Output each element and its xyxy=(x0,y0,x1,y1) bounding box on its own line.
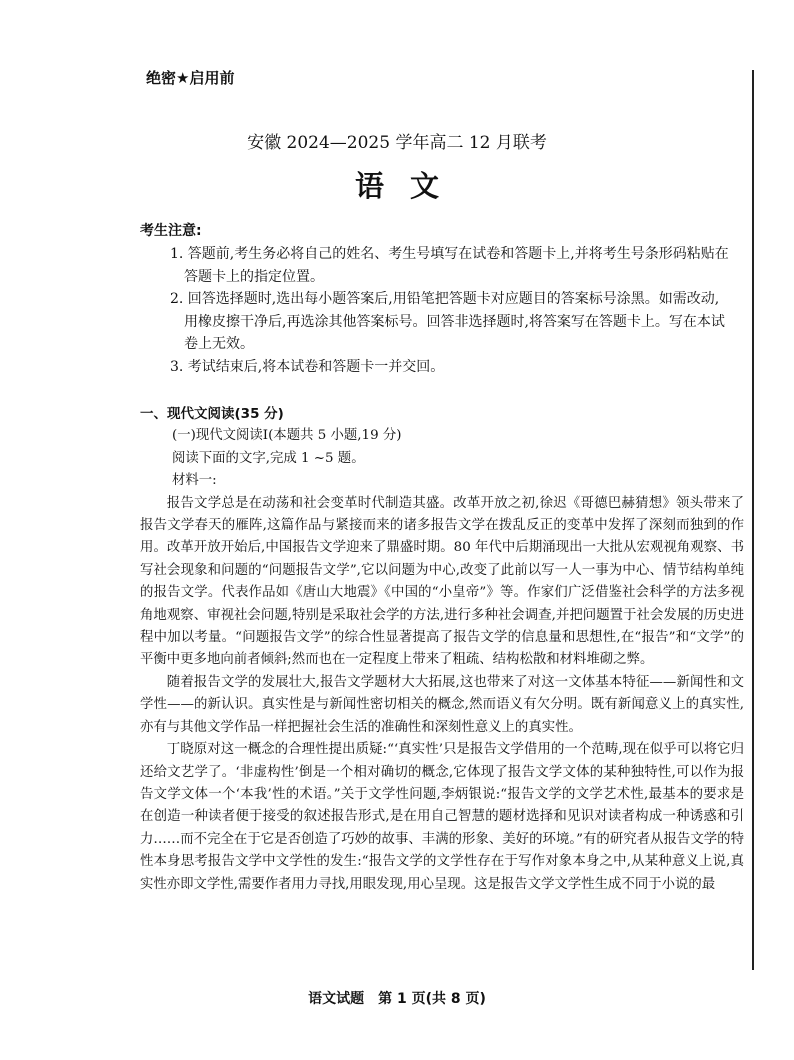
instruction: 阅读下面的文字,完成 1 ~5 题。 xyxy=(172,450,365,466)
page-footer: 语文试题 第 1 页(共 8 页) xyxy=(308,991,486,1007)
notice-item: 2. 回答选择题时,选出每小题答案后,用铅笔把答题卡对应题目的答案标号涂黑。如需改动,用橡皮擦干净后,再选涂其他答案标号。回答非选择题时,将答案写在答题卡上。写在本试卷上无效。 xyxy=(170,291,725,352)
secret-label: 绝密★启用前 xyxy=(146,69,235,87)
subject-title: 语文 xyxy=(354,169,465,203)
paragraph: 随着报告文学的发展壮大,报告文学题材大大拓展,这也带来了对这一文体基本特征——新闻性和文学性——的新认识。真实性是与新闻性密切相关的概念,然而语义有欠分明。既有新闻意义上的真实性,亦有与其他文学作品一样把握社会生活的准确性和深刻性意义上的真实性。 xyxy=(140,674,744,735)
material-label: 材料一: xyxy=(172,473,217,489)
paragraph: 丁晓原对这一概念的合理性提出质疑:“‘真实性’只是报告文学借用的一个范畴,现在似乎可以将它归还给文艺学了。‘非虚构性’倒是一个相对确切的概念,它体现了报告文学文体的某种独特性,可以作为报告文学文体一个‘本我’性的术语。”关于文学性问题,李炳银说:“报告文学的文学艺术性,最基本的要求是在创造一种读者便于接受的叙述报告形式,是在用自己智慧的题材选择和见识对读者构成一种诱惑和引力……而不完全在于它是否创造了巧妙的故事、丰满的形象、美好的环境。”有的研究者从报告文学的特性本身思考报告文学中文学性的发生:“报告文学的文学性存在于写作对象本身之中,从某种意义上说,真实性亦即文学性,需要作者用力寻找,用眼发现,用心呈现。这是报告文学文学性生成不同于小说的最 xyxy=(140,742,744,892)
paragraph: 报告文学总是在动荡和社会变革时代制造其盛。改革开放之初,徐迟《哥德巴赫猜想》领头带来了报告文学春天的雁阵,这篇作品与紧接而来的诸多报告文学在拨乱反正的变革中发挥了深刻而独到的作用。改革开放开始后,中国报告文学迎来了鼎盛时期。80 年代中后期涌现出一大批从宏观视角观察、书写社会现象和问题的“问题报告文学”,它以问题为中心,改变了此前以写一人一事为中心、情节结构单纯的报告文学。代表作品如《唐山大地震》《中国的“小皇帝”》等。作家们广泛借鉴社会科学的方法多视角地观察、审视社会问题,特别是采取社会学的方法,进行多种社会调查,并把问题置于社会发展的历史进程中加以考量。“问题报告文学”的综合性显著提高了报告文学的信息量和思想性,在“报告”和“文学”的平衡中更多地向前者倾斜;然而也在一定程度上带来了粗疏、结构松散和材料堆砌之弊。 xyxy=(140,495,744,668)
notice-list xyxy=(170,243,730,378)
subsection-title: (一)现代文阅读Ⅰ(本题共 5 小题,19 分) xyxy=(172,428,402,444)
notice-item: 1. 答题前,考生务必将自己的姓名、考生号填写在试卷和答题卡上,并将考生号条形码粘贴在答题卡上的指定位置。 xyxy=(170,246,729,285)
exam-title: 安徽 2024—2025 学年高二 12 月联考 xyxy=(247,133,547,153)
notice-title: 考生注意: xyxy=(140,223,202,239)
notice-item: 3. 考试结束后,将本试卷和答题卡一并交回。 xyxy=(170,358,445,375)
binding-line xyxy=(752,70,754,970)
section-title: 一、现代文阅读(35 分) xyxy=(140,406,284,422)
reading-section xyxy=(140,403,744,896)
